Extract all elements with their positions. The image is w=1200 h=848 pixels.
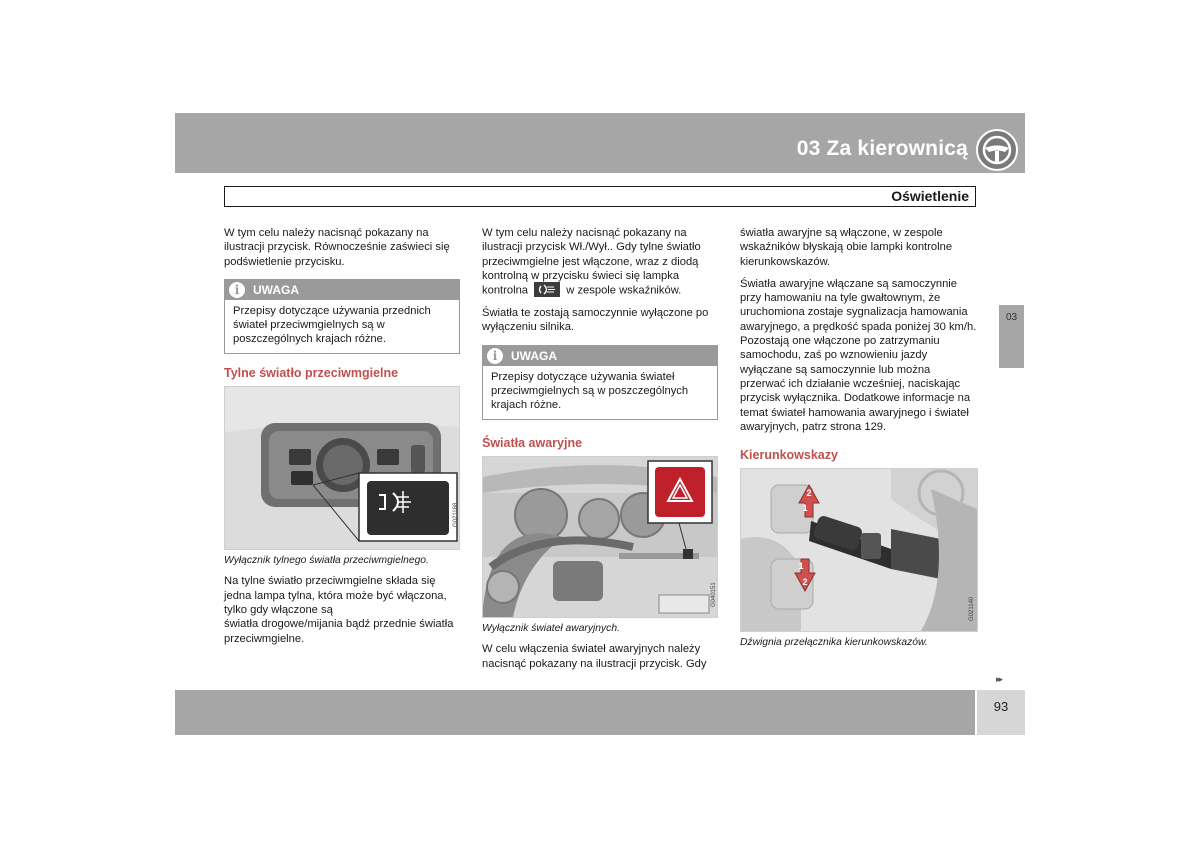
- figure-code: G021140: [969, 597, 975, 622]
- lever-label: 2: [806, 488, 812, 499]
- section-title: Oświetlenie: [891, 188, 969, 204]
- footer-band: [175, 690, 975, 735]
- figure-caption: Wyłącznik świateł awaryjnych.: [482, 622, 620, 634]
- warning-label: UWAGA: [253, 282, 299, 297]
- chapter-title: 03 Za kierownicą: [796, 137, 968, 160]
- lever-label: 1: [802, 503, 808, 514]
- paragraph: światła drogowe/mijania bądź przednie światła przeciwmgielne.: [224, 618, 454, 645]
- paragraph: W celu włączenia świateł awaryjnych należy nacisnąć pokazany na ilustracji przycisk. Gdy: [482, 643, 707, 670]
- paragraph: Światła te zostają samoczynnie wyłączone po wyłączeniu silnika.: [482, 307, 709, 334]
- section-heading: Kierunkowskazy: [740, 448, 838, 463]
- paragraph: Na tylne światło przeciwmgielne składa się jedna lampa tylna, która może być włączona, tylko gdy włączone są: [224, 575, 447, 616]
- paragraph-part: W tym celu należy nacisnąć pokazany na ilustracji przycisk Wł./Wył.. Gdy tylne światło przeciwmgielne jest włączone, wraz z diodą kontrolną w przycisku świeci się lampka kontrolna: [482, 227, 701, 297]
- paragraph-part: w zespole wskaźników.: [566, 284, 682, 297]
- side-tab-label: 03: [1005, 312, 1018, 323]
- section-bar: [224, 186, 976, 207]
- warning-header: [483, 346, 717, 366]
- column-2: [482, 226, 718, 679]
- paragraph: Światła awaryjne włączane są samoczynnie przy hamowaniu na tyle gwałtownym, że uruchomiona zostaje sygnalizacja hamowania awaryjnego, a prędkość spada poniżej 30 km/h. Pozostają one włączone po zatrzymaniu samochodu, zaś po wznowieniu jazdy wyłączane są samoczynnie lub można przerwać ich działanie wcześniej, naciskając przycisk wyłącznika. Dodatkowe informacje na temat świateł hamowania awaryjnego i świateł awaryjnych, patrz strona 129.: [740, 277, 977, 433]
- warning-text: Przepisy dotyczące używania przednich świateł przeciwmgielnych są w poszczególnych krajach różne.: [233, 304, 431, 346]
- turn-signal-lever-figure: [740, 468, 978, 632]
- chapter-side-tab[interactable]: [999, 305, 1024, 368]
- steering-wheel-icon: [975, 128, 1019, 172]
- warning-label: UWAGA: [511, 348, 557, 363]
- figure-caption: Dźwignia przełącznika kierunkowskazów.: [740, 637, 928, 649]
- page-number: 93: [993, 699, 1009, 714]
- info-icon: i: [229, 282, 245, 298]
- figure-caption: Wyłącznik tylnego światła przeciwmgielnego.: [224, 555, 429, 567]
- hazard-switch-figure: [482, 456, 718, 618]
- warning-header: [225, 280, 459, 300]
- lever-label: 1: [798, 561, 804, 572]
- paragraph: W tym celu należy nacisnąć pokazany na ilustracji przycisk. Równocześnie zaświeci się podświetlenie przycisku.: [224, 227, 450, 268]
- lever-label: 2: [802, 577, 808, 588]
- rear-fog-switch-figure: [224, 386, 460, 550]
- warning-text: Przepisy dotyczące używania świateł przeciwmgielnych są w poszczególnych krajach różne.: [491, 370, 689, 412]
- warning-box: [224, 279, 460, 354]
- page-number-box: [977, 690, 1025, 735]
- rear-fog-light-icon: [534, 282, 560, 297]
- paragraph: [482, 226, 718, 298]
- column-3: [740, 226, 978, 657]
- warning-box: [482, 345, 718, 420]
- info-icon: i: [487, 348, 503, 364]
- column-1: [224, 226, 460, 654]
- section-heading: Światła awaryjne: [482, 435, 583, 450]
- section-heading: Tylne światło przeciwmgielne: [224, 365, 399, 380]
- figure-code: G021168: [453, 502, 459, 528]
- continue-marker: ▸▸: [996, 674, 1002, 684]
- paragraph: światła awaryjne są włączone, w zespole wskaźników błyskają obie lampki kontrolne kierunkowskazów.: [740, 227, 953, 268]
- figure-code: G040151: [711, 582, 717, 607]
